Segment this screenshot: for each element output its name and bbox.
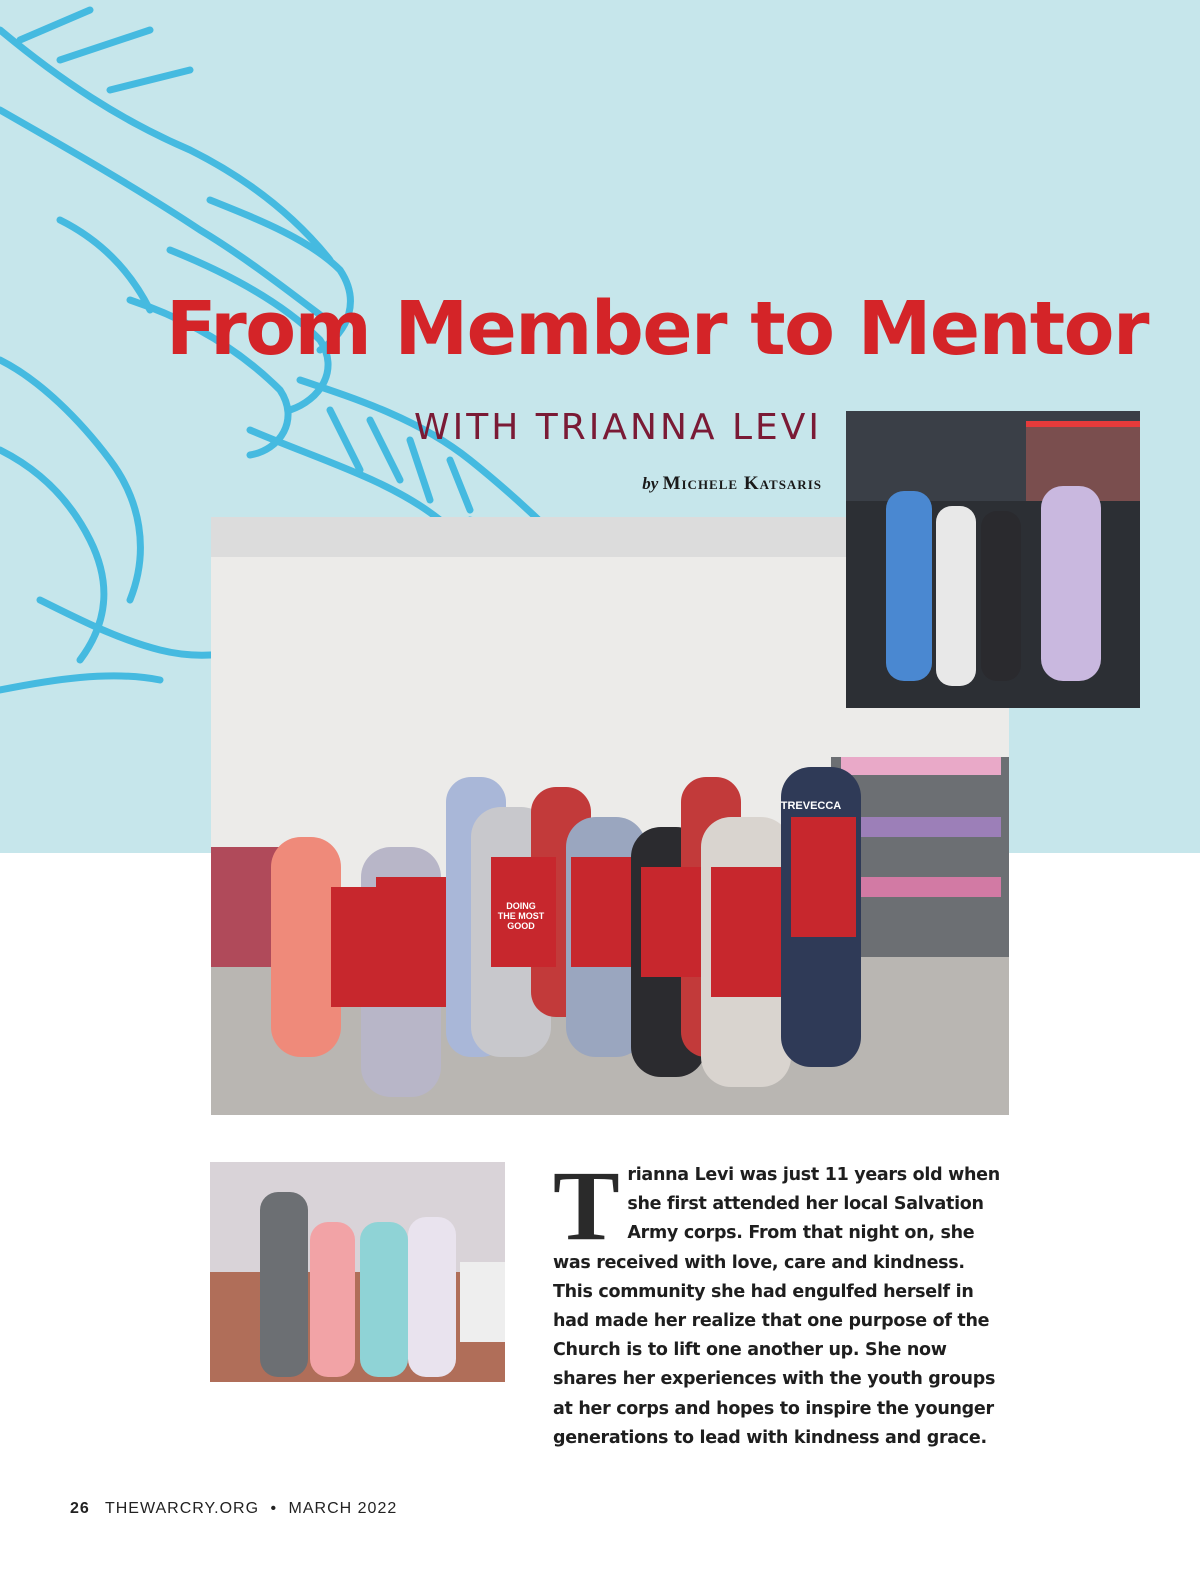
night-group-photo — [846, 411, 1140, 708]
apron-text-line-2: THE MOST — [497, 911, 545, 921]
apron-text-line-3: GOOD — [507, 921, 535, 931]
article-title: From Member to Mentor — [165, 286, 1148, 372]
footer-issue: MARCH 2022 — [288, 1500, 398, 1517]
store-group-photo — [210, 1162, 505, 1382]
drop-cap: T — [553, 1150, 620, 1261]
page-footer — [70, 1500, 397, 1518]
article-body — [553, 1150, 1009, 1453]
byline — [0, 473, 822, 495]
footer-separator: • — [270, 1500, 278, 1517]
article-subtitle: WITH TRIANNA LEVI — [414, 407, 822, 448]
page-number: 26 — [70, 1500, 90, 1517]
shirt-text: TREVECCA — [780, 800, 842, 812]
footer-site: THEWARCRY.ORG — [104, 1500, 260, 1517]
article-text: rianna Levi was just 11 years old when she first attended her local Salvation Army corps. From that night on, she was received with love, care and kindness. This community she had engulfed herself in had made her realize that one purpose of the Church is to lift one another up. She now shares her experiences with the youth groups at her corps and hopes to inspire the younger generations to lead with kindness and grace. — [553, 1165, 1000, 1448]
byline-prefix: by — [642, 474, 659, 493]
apron-text-line-1: DOING — [506, 901, 536, 911]
author-name: Michele Katsaris — [662, 473, 822, 494]
